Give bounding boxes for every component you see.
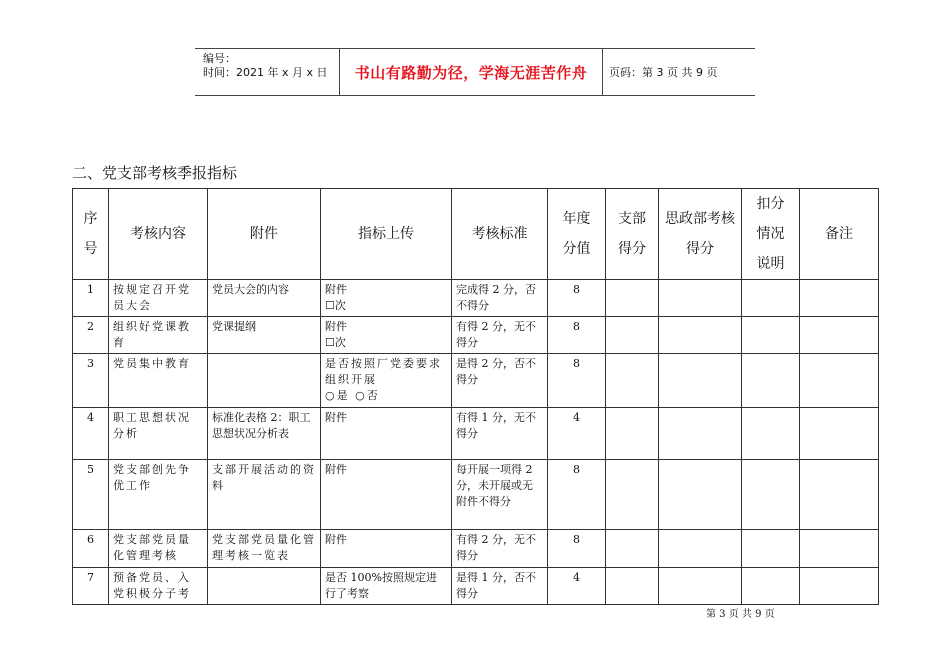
cell-remark	[800, 460, 879, 530]
cell-seq: 7	[73, 568, 109, 605]
cell-branch	[606, 408, 659, 460]
cell-score: 4	[548, 408, 606, 460]
cell-deduct	[742, 530, 800, 568]
cell-deduct	[742, 317, 800, 354]
time-label: 时间：2021 年 x 月 x 日	[203, 66, 328, 79]
cell-attachment: 党员大会的内容	[208, 280, 321, 317]
cell-remark	[800, 280, 879, 317]
cell-score: 8	[548, 280, 606, 317]
cell-seq: 6	[73, 530, 109, 568]
cell-content: 党员集中教育	[109, 354, 208, 408]
cell-dept	[659, 530, 742, 568]
cell-seq: 3	[73, 354, 109, 408]
table-row	[73, 354, 879, 408]
header-branch: 支部得分	[606, 189, 659, 280]
cell-score: 8	[548, 354, 606, 408]
cell-score: 8	[548, 317, 606, 354]
cell-deduct	[742, 568, 800, 605]
cell-dept	[659, 354, 742, 408]
header-attachment: 附件	[208, 189, 321, 280]
cell-seq: 5	[73, 460, 109, 530]
cell-branch	[606, 317, 659, 354]
table-row	[73, 408, 879, 460]
header-remark: 备注	[800, 189, 879, 280]
table-row	[73, 530, 879, 568]
cell-seq: 1	[73, 280, 109, 317]
cell-branch	[606, 460, 659, 530]
cell-standard: 是得 2 分，否不得分	[452, 354, 548, 408]
cell-dept	[659, 568, 742, 605]
header-deduct: 扣分情况说明	[742, 189, 800, 280]
cell-dept	[659, 460, 742, 530]
table-row	[73, 317, 879, 354]
cell-attachment	[208, 354, 321, 408]
header-upload: 指标上传	[321, 189, 452, 280]
cell-remark	[800, 530, 879, 568]
cell-standard: 是得 1 分，否不得分	[452, 568, 548, 605]
cell-remark	[800, 354, 879, 408]
cell-content: 职工思想状况分析	[109, 408, 208, 460]
cell-deduct	[742, 354, 800, 408]
cell-upload: 附件	[321, 408, 452, 460]
cell-upload: 附件 ☐次	[321, 317, 452, 354]
header-meta	[195, 49, 340, 95]
cell-seq: 2	[73, 317, 109, 354]
header-motto: 书山有路勤为径，学海无涯苦作舟	[340, 49, 603, 95]
section-title: 二、党支部考核季报指标	[72, 164, 238, 182]
cell-upload: 是否按照厂党委要求组织开展 ○是 ○否	[321, 354, 452, 408]
header-page-code: 页码：第 3 页 共 9 页	[609, 66, 718, 79]
cell-remark	[800, 568, 879, 605]
cell-remark	[800, 408, 879, 460]
cell-upload: 附件 ☐次	[321, 280, 452, 317]
cell-deduct	[742, 460, 800, 530]
cell-score: 8	[548, 460, 606, 530]
cell-dept	[659, 317, 742, 354]
cell-score: 8	[548, 530, 606, 568]
cell-branch	[606, 530, 659, 568]
cell-content: 按规定召开党员大会	[109, 280, 208, 317]
cell-attachment	[208, 568, 321, 605]
cell-content: 党支部党员量化管理考核	[109, 530, 208, 568]
table-header-row	[73, 189, 879, 280]
header-score: 年度分值	[548, 189, 606, 280]
cell-branch	[606, 354, 659, 408]
header-seq: 序号	[73, 189, 109, 280]
cell-branch	[606, 568, 659, 605]
cell-attachment: 党课提纲	[208, 317, 321, 354]
cell-standard: 有得 2 分，无不得分	[452, 530, 548, 568]
cell-content: 预备党员、入党积极分子考	[109, 568, 208, 605]
serial-label: 编号：	[203, 52, 236, 65]
cell-deduct	[742, 408, 800, 460]
cell-attachment: 标准化表格 2：职工思想状况分析表	[208, 408, 321, 460]
cell-content: 党支部创先争优工作	[109, 460, 208, 530]
page-header	[195, 48, 755, 96]
cell-standard: 每开展一项得 2 分，未开展或无附件不得分	[452, 460, 548, 530]
page-footer: 第 3 页 共 9 页	[706, 609, 775, 620]
cell-upload: 附件	[321, 460, 452, 530]
cell-upload: 是否 100%按照规定进行了考察	[321, 568, 452, 605]
header-content: 考核内容	[109, 189, 208, 280]
table-row	[73, 568, 879, 605]
cell-standard: 有得 2 分，无不得分	[452, 317, 548, 354]
cell-standard: 有得 1 分，无不得分	[452, 408, 548, 460]
table-row	[73, 460, 879, 530]
assessment-table	[72, 188, 879, 605]
header-standard: 考核标准	[452, 189, 548, 280]
cell-standard: 完成得 2 分，否不得分	[452, 280, 548, 317]
cell-content: 组织好党课教育	[109, 317, 208, 354]
cell-branch	[606, 280, 659, 317]
cell-score: 4	[548, 568, 606, 605]
table-row	[73, 280, 879, 317]
cell-attachment: 支部开展活动的资料	[208, 460, 321, 530]
cell-seq: 4	[73, 408, 109, 460]
cell-dept	[659, 408, 742, 460]
cell-dept	[659, 280, 742, 317]
header-dept: 思政部考核得分	[659, 189, 742, 280]
cell-deduct	[742, 280, 800, 317]
cell-remark	[800, 317, 879, 354]
cell-attachment: 党支部党员量化管理考核一览表	[208, 530, 321, 568]
cell-upload: 附件	[321, 530, 452, 568]
